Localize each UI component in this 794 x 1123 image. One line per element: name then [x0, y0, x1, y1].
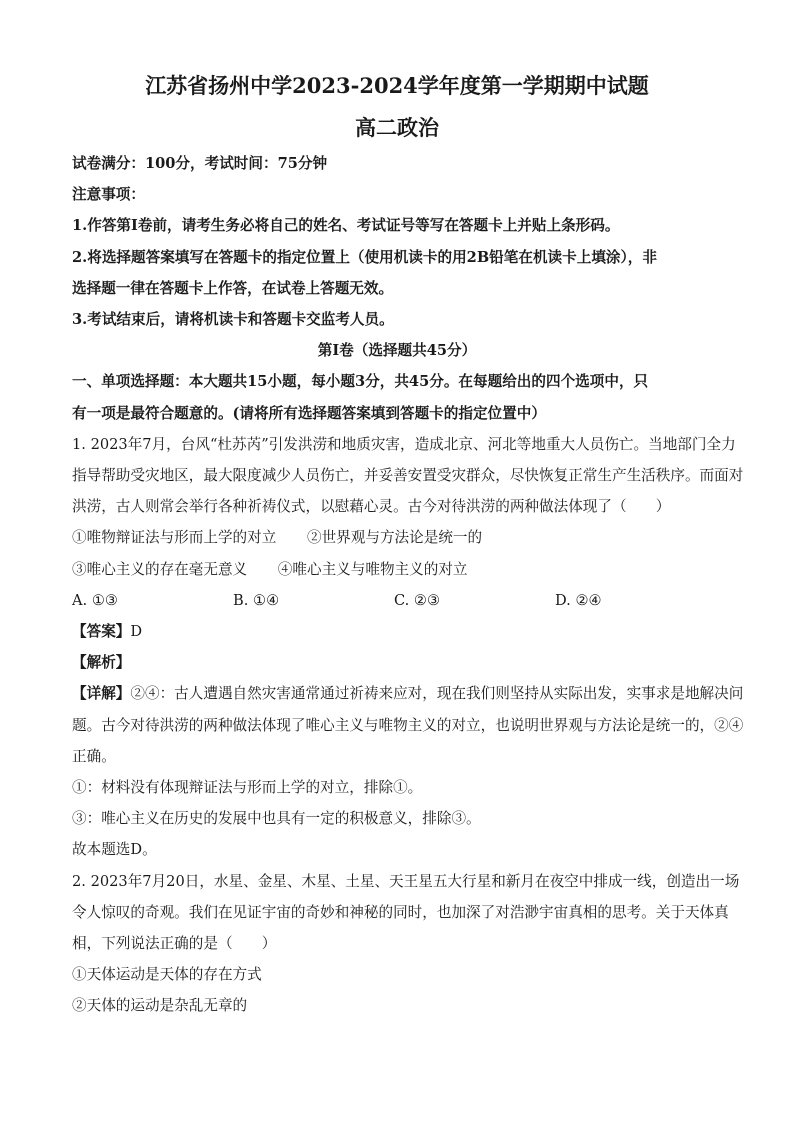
score-time: 试卷满分：100分，考试时间：75分钟: [72, 155, 328, 172]
q1-statements: [72, 522, 722, 553]
q2-stem-line: 相，下列说法正确的是（ ）: [72, 935, 277, 953]
notice-item: 选择题一律在答题卡上作答，在试卷上答题无效。: [72, 279, 394, 297]
exam-title: 江苏省扬州中学2023-2024学年度第一学期期中试题: [145, 73, 649, 98]
q1-statement: ②世界观与方法论是统一的: [306, 529, 483, 547]
q1-stem-line: 指导帮助受灾地区，最大限度减少人员伤亡，并妥善安置受灾群众，尽快恢复正常生产生活秩序。而面对: [72, 467, 744, 485]
q1-statement: ③唯心主义的存在毫无意义: [72, 560, 248, 578]
analysis-tag: 【解析】: [72, 654, 131, 672]
q1-detail-line: 题。古今对待洪涝的两种做法体现了唯心主义与唯物主义的对立，也说明世界观与方法论是统一的，②④: [72, 716, 744, 734]
q1-option-c: C. ②③: [394, 591, 441, 609]
exam-subject: 高二政治: [355, 115, 439, 140]
notice-heading: 注意事项：: [72, 186, 145, 204]
q1-conclusion: 故本题选D。: [72, 841, 157, 859]
answer-value: D: [130, 623, 143, 641]
q2-statement: ①天体运动是天体的存在方式: [72, 966, 262, 984]
q1-option-b: B. ①④: [233, 591, 280, 609]
section-heading-line: 有一项是最符合题意的。(请将所有选择题答案填到答题卡的指定位置中）: [72, 404, 546, 422]
notice-item: 3.考试结束后，请将机读卡和答题卡交监考人员。: [72, 311, 394, 329]
exam-body: [72, 148, 744, 1022]
q1-reason: ③：唯心主义在历史的发展中也具有一定的积极意义，排除③。: [72, 810, 481, 828]
q2-stem-line: 令人惊叹的奇观。我们在见证宇宙的奇妙和神秘的同时，也加深了对浩渺宇宙真相的思考。关于天体真: [72, 903, 729, 921]
notice-item: 2.将选择题答案填写在答题卡的指定位置上（使用机读卡的用2B铅笔在机读卡上填涂），非: [72, 248, 657, 266]
q2-stem-line: 2. 2023年7月20日，水星、金星、木星、土星、天王星五大行星和新月在夜空中排成一线，创造出一场: [72, 872, 740, 890]
volume-heading: 第Ⅰ卷（选择题共45分）: [317, 342, 477, 360]
q1-detail-line: 正确。: [72, 747, 116, 765]
q1-statements: [72, 554, 722, 585]
q1-stem-line: 1. 2023年7月，台风“杜苏芮”引发洪涝和地质灾害，造成北京、河北等地重大人员伤亡。当地部门全力: [72, 435, 736, 453]
q1-reason: ①：材料没有体现辩证法与形而上学的对立，排除①。: [72, 779, 423, 797]
section-heading-line: 一、单项选择题：本大题共15小题，每小题3分，共45分。在每题给出的四个选项中，只: [72, 373, 649, 391]
q1-options: [72, 585, 722, 616]
q1-detail-line: [72, 678, 744, 709]
q1-stem-line: 洪涝，古人则常会举行各种祈祷仪式，以慰藉心灵。古今对待洪涝的两种做法体现了（ ）: [72, 498, 671, 516]
q2-statement: ②天体的运动是杂乱无章的: [72, 997, 248, 1015]
detail-text: ②④：古人遭遇自然灾害通常通过祈祷来应对，现在我们则坚持从实际出发，实事求是地解决问: [130, 685, 744, 703]
q1-option-d: D. ②④: [555, 591, 602, 609]
q1-answer: [72, 616, 722, 647]
answer-tag: 【答案】: [72, 623, 131, 641]
q1-statement: ④唯心主义与唯物主义的对立: [277, 560, 468, 578]
detail-tag: 【详解】: [72, 685, 131, 703]
q1-statement: ①唯物辩证法与形而上学的对立: [72, 529, 277, 547]
q1-option-a: A. ①③: [72, 591, 118, 609]
notice-item: 1.作答第Ⅰ卷前，请考生务必将自己的姓名、考试证号等写在答题卡上并贴上条形码。: [72, 217, 620, 235]
